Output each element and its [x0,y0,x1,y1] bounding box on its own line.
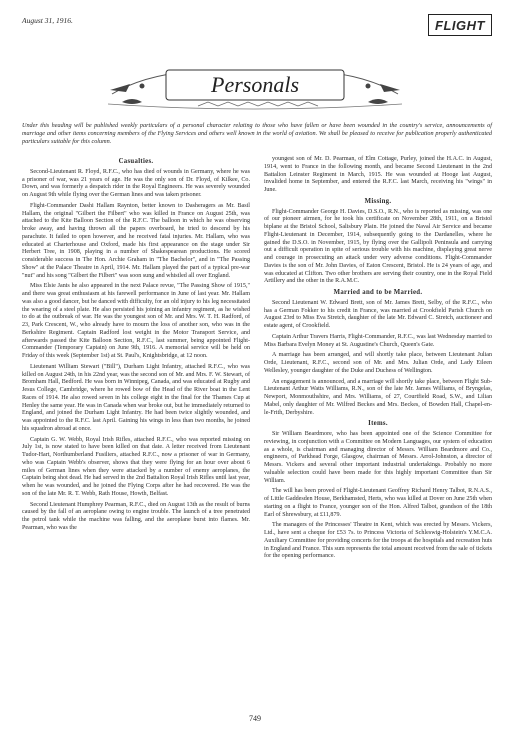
article-paragraph: Second-Lieutenant R. Floyd, R.F.C., who has died of wounds in Germany, where he was a prisoner of war, was 21 years of age. He was the only son of Dr. Floyd, of Kilkee, Co. Down, and was formerly a despatch rider in the Royal Engineers. He was severely wounded on August 9th while flying over the German lines and was taken prisoner. [22,168,250,198]
article-paragraph: Captain Arthur Travers Harris, Flight-Commander, R.F.C., was last Wednesday married to Miss Barbara Evelyn Money at St. Augustine's Church, Queen's Gate. [264,333,492,348]
flight-logo: FLIGHT [428,14,492,36]
banner-title: Personals [211,72,299,97]
article-paragraph: Flight-Commander George H. Davies, D.S.O., R.N., who is reported as missing, was one of our pioneer airmen, for he took his certificate on November 28th, 1911, on a Bristol biplane at the Bristol School, Salisbury Plain. He joined the Naval Air Service and became Flight-Lieutenant in December, 1914, subsequently going to the Dardanelles, where he gained the D.S.O. in November, 1915, by flying over the Gallipoli Peninsula and carrying out a difficult operation in spite of serious trouble with his machine, displaying great nerve and courage in prosecuting an attack under very adverse conditions. Flight-Commander Davies is the son of Mr. John Davies, of Eaton Crescent, Bristol. He is 24 years of age, and was educated at Clifton. Two other brothers are serving their country, one in the Royal Field Artillery and the other in the R.A.M.C. [264,208,492,285]
personals-banner [102,44,408,118]
magazine-page [14,14,496,726]
section-heading-missing: Missing. [364,197,392,205]
issue-date: August 31, 1916. [22,16,73,25]
article-paragraph: Sir William Beardmore, who has been appointed one of the Science Committee for reviewing, in conjunction with a Committee on Modern Languages, our system of education as a whole, is chairman and managing director of Messrs. William Beardmore and Co., engineers, of Parkhead Forge, Glasgow, chairman of Messrs. Arrol-Johnston, a director of Messrs. Vickers and several other important industrial undertakings. Probably no more valuable selection could have been made for this highly important Committee than Sir William. [264,431,492,484]
left-column [22,156,250,536]
article-paragraph: The managers of the Princesses' Theatre in Kent, which was erected by Messrs. Vickers, Ltd., have sent a cheque for £53 7s. to Princess Victoria of Schleswig-Holstein's Y.M.C.A. Auxiliary Committee for providing concerts for the troops at the hospitals and recreation huts in England and France. This sum represents the total amount received from the sale of tickets for the opening performance. [264,522,492,560]
right-column [264,156,492,564]
article-paragraph: A marriage has been arranged, and will shortly take place, between Lieutenant Julian Orde, Lieutenant, R.F.C., second son of Mr. and Mrs. Julian Orde, and Lady Eileen Wellesley, younger daughter of the Duke and Duchess of Wellington. [264,352,492,374]
page-number: 749 [249,714,261,723]
article-paragraph: Flight-Commander Dashi Hallam Raynton, better known to Dasheragers as Mr. Basil Hallam, the original "Gilbert the Filbert" who was killed in France on August 25th, was attached to the Kite Balloon Section of the R.F.C. The balloon in which he was observing broke away, and having thrown all the papers overboard, he tried to descend by his parachute. It failed to open however, and he received fatal injuries. Mr. Hallam, who was educated at Charterhouse and Oxford, made his first appearance on the stage under Sir Herbert Tree, in 1908, playing in a number of Shakespearean productions. He scored considerable success in The Hon. Archie Graham in "The Bachelor", and in "The Passing Show" at the Palace Theatre in April, 1914. Mr. Hallam played the part of a typical pre-war "nut" and his song "Gilbert the Filbert" was soon sung and whistled all over England. [22,202,250,279]
article-paragraph: youngest son of Mr. D. Pearman, of Elm Cottage, Purley, joined the H.A.C. in August, 1914, went to France in the following month, and became Second Lieutenant in the 2nd Battalion Leinster Regiment in March, 1915. He was wounded at Hooge last August, invalided home in September, and entered the R.F.C. last March, receiving his "wings" in June. [264,156,492,193]
article-paragraph: Second Lieutenant W. Edward Brett, son of Mr. James Brett, Selby, of the R.F.C., who has a German Fokker to his credit in France, was married at Crookfield Parish Church on August 23rd to Miss Eva Stretch, daughter of the late Mr. Edward C. Stretch, auctioneer and estate agent, of Crookfield. [264,299,492,329]
section-heading-casualties: Casualties. [118,158,154,165]
article-paragraph: Captain G. W. Webb, Royal Irish Rifles, attached R.F.C., who was reported missing on July 1st, is now stated to have been killed on that date. A letter received from Lieutenant Tudor-Hart, Northumberland Fusiliers, attached R.F.C., now a prisoner of war in Germany, who was Captain Webb's observer, shows that they were flying for an hour over about 6 miles of German lines when they were attacked by a number of enemy aeroplanes, the Captain being shot dead. He had served in the 2nd Battalion Royal Irish Rifles until last year, when he was wounded, and he joined the Flying Corps after he had recovered. He was the son of the late Mr. R. T. Webb, Rath House, Howth, Belfast. [22,436,250,497]
article-paragraph: An engagement is announced, and a marriage will shortly take place, between Flight Sub-Lieutenant Arthur Watts Williams, R.N., son of the late Mr. James Williams, of Bryngelas, Newport, Monmouthshire, and Mrs. Williams, of 27, Courtfield Road, S.W., and Lilian Mabel, only daughter of Mr. Wilfred Beckes and Mrs. Beckes, of Bowden Hall, Chapel-en-le-Frith, Derbyshire. [264,378,492,416]
section-heading-married: Married and to be Married. [333,289,423,296]
article-paragraph: Lieutenant William Stewart ("Bill"), Durham Light Infantry, attached R.F.C., who was killed on August 24th, in his 22nd year, was the second son of Mr. and Mrs. F. W. Stewart, of Bromham Hall, Bedford. He was born in Winnipeg, Canada, and was educated at Rugby and Jesus College, Cambridge, where he rowed bow of the Head of the River boat in the Lent Races of 1914. He also rowed seven in his college eight in the final for the Thames Cup at Henley the same year. He was in Canada when war broke out, but he immediately returned to England, and joined the Durham Light Infantry. He had been twice slightly wounded, and was appointed to the R.F.C. last April. Gaining his wings in less than two months, he joined his squadron abroad at once. [22,363,250,432]
article-paragraph: Second Lieutenant Humphrey Pearman, R.F.C., died on August 13th as the result of burns caused by the fall of an aeroplane owing to engine trouble. The launch of a tree penetrated the petrol tank while the machine was falling, and the aeroplane burst into flames. Mr. Pearman, who was the [22,501,250,531]
article-paragraph: Miss Elsie Janis he also appeared in the next Palace revue, "The Passing Show of 1915," and there was great enthusiasm at his farewell performance in June of last year. Mr. Hallam was also a good dancer, but he danced with difficulty, for an old injury to his leg necessitated the wearing of a steel plate. He also persisted his joining an infantry regiment, as he wished to do at the outbreak of war. He was the youngest son of Mr. and Mrs. W. T. H. Radford, of 23, Park Crescent, W., who already have to mourn the loss of another son, who was in the Berkshire Regiment. Captain Radford lost weight in the Motor Transport Service, and afterwards passed the Kite Balloon Section, R.F.C., last summer, being appointed Flight-Commander (Temporary Captain) on June 9th, 1916. A memorial service will be held on Friday of this week (September 1st) at St. Paul's, Knightsbridge, at 12 noon. [22,283,250,359]
intro-note: Under this heading will be published weekly particulars of a personal character relating to those who have fallen or have been wounded in the country's service, announcements of marriage and other items concerning members of the Flying Services and others well known in the world of aviation. We shall be pleased to receive for publication properly authenticated particulars suitable for this column. [22,122,492,145]
section-heading-items: Items. [368,420,388,428]
banner-graphic [102,44,408,118]
article-paragraph: The will has been proved of Flight-Lieutenant Geoffrey Richard Henry Talbot, R.N.A.S., of Little Gaddesden House, Berkhamsted, Herts, who was killed at Dover on June 25th when starting on a flight to France, younger son of the Hon. Alfred Talbot, grandson of the 18th Earl of Shrewsbury, at £11,879. [264,488,492,518]
